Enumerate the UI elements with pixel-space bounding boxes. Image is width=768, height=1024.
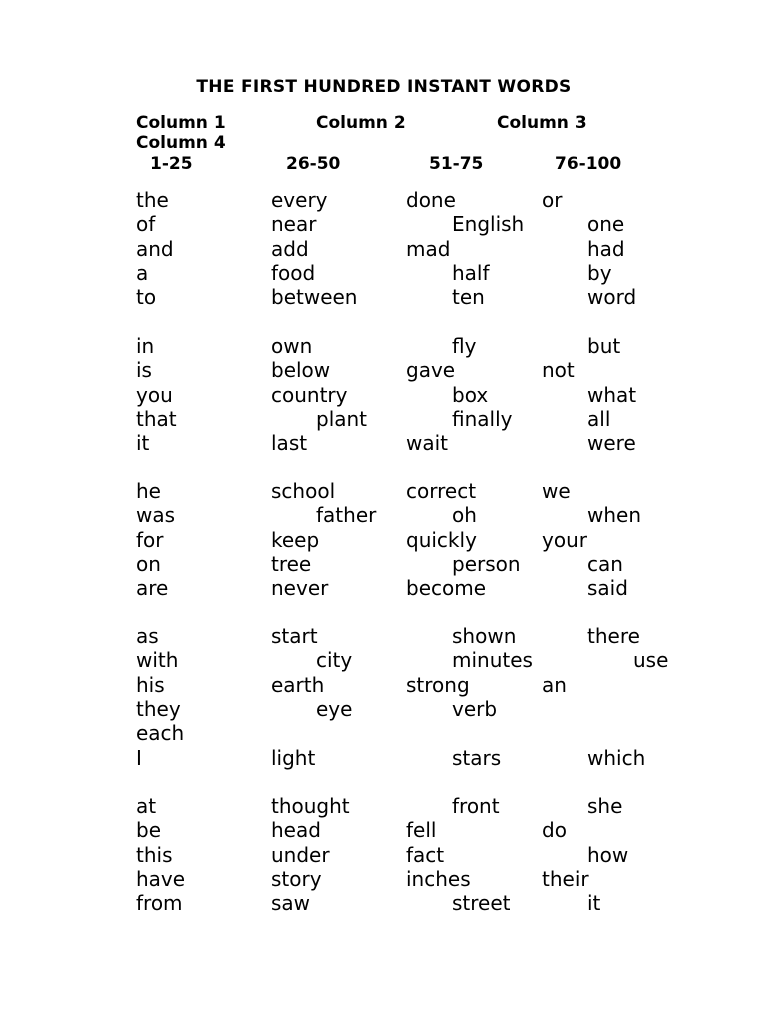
word: there: [587, 624, 640, 648]
word: thought: [271, 794, 350, 818]
word: school: [271, 479, 336, 503]
word: start: [271, 624, 318, 648]
range-4: 76-100: [555, 154, 622, 174]
word: shown: [452, 624, 517, 648]
word: fact: [406, 842, 445, 867]
word: light: [271, 745, 316, 770]
word: ten: [452, 285, 485, 310]
word: saw: [271, 891, 311, 916]
column-header-2: Column 2: [316, 113, 406, 133]
word: but: [587, 334, 621, 358]
range-3: 51-75: [429, 154, 484, 174]
range-2: 26-50: [286, 154, 341, 174]
word: we: [542, 479, 571, 503]
word: this: [136, 842, 173, 867]
word: said: [587, 576, 628, 601]
word: own: [271, 334, 313, 358]
word: half: [452, 260, 490, 285]
word: on: [136, 551, 161, 576]
word: what: [587, 382, 637, 407]
word: and: [136, 236, 174, 261]
word: were: [587, 431, 636, 456]
word: it: [587, 891, 601, 916]
word: have: [136, 866, 186, 891]
word: strong: [406, 672, 470, 697]
word: each: [136, 721, 185, 746]
column-header-1: Column 1: [136, 113, 226, 133]
word: street: [452, 891, 511, 916]
word: minutes: [452, 648, 533, 673]
word: are: [136, 576, 169, 601]
word: the: [136, 188, 169, 212]
word: near: [271, 212, 317, 237]
word: you: [136, 382, 173, 407]
word: be: [136, 818, 161, 843]
word: verb: [452, 696, 498, 721]
word: quickly: [406, 527, 477, 552]
word: he: [136, 479, 161, 503]
word: below: [271, 358, 331, 383]
page-title: THE FIRST HUNDRED INSTANT WORDS: [196, 77, 572, 97]
word: or: [542, 188, 563, 212]
word: for: [136, 527, 164, 552]
word: of: [136, 212, 156, 237]
word: your: [542, 527, 587, 552]
word: gave: [406, 358, 456, 383]
word: English: [452, 212, 525, 237]
word: tree: [271, 551, 312, 576]
word: person: [452, 551, 521, 576]
word: as: [136, 624, 159, 648]
word: every: [271, 188, 328, 212]
word: never: [271, 576, 329, 601]
word: do: [542, 818, 567, 843]
word: head: [271, 818, 321, 843]
word: an: [542, 672, 567, 697]
word: I: [136, 745, 142, 770]
word: they: [136, 696, 181, 721]
word: all: [587, 406, 611, 431]
word: correct: [406, 479, 477, 503]
word: at: [136, 794, 157, 818]
word: between: [271, 285, 358, 310]
word: to: [136, 285, 157, 310]
word: fell: [406, 818, 437, 843]
word: a: [136, 260, 149, 285]
word: she: [587, 794, 623, 818]
word: had: [587, 236, 625, 261]
word: story: [271, 866, 322, 891]
word: box: [452, 382, 489, 407]
word: country: [271, 382, 348, 407]
word: with: [136, 648, 179, 673]
word: plant: [316, 406, 368, 431]
word: fly: [452, 334, 477, 358]
word: oh: [452, 503, 477, 528]
word: finally: [452, 406, 513, 431]
word: his: [136, 672, 165, 697]
word: eye: [316, 696, 353, 721]
word: city: [316, 648, 353, 673]
word: inches: [406, 866, 471, 891]
word: done: [406, 188, 456, 212]
word: that: [136, 406, 177, 431]
word: front: [452, 794, 500, 818]
word: when: [587, 503, 642, 528]
word: keep: [271, 527, 320, 552]
column-header-4: Column 4: [136, 133, 226, 153]
word: which: [587, 745, 646, 770]
word: mad: [406, 236, 451, 261]
word: add: [271, 236, 309, 261]
word: in: [136, 334, 155, 358]
word: how: [587, 842, 629, 867]
word: one: [587, 212, 625, 237]
word: under: [271, 842, 330, 867]
word: stars: [452, 745, 502, 770]
word: from: [136, 891, 183, 916]
word: by: [587, 260, 612, 285]
word: it: [136, 431, 150, 456]
word: can: [587, 551, 623, 576]
word: food: [271, 260, 316, 285]
word: father: [316, 503, 377, 528]
word: last: [271, 431, 308, 456]
range-1: 1-25: [150, 154, 193, 174]
column-header-3: Column 3: [497, 113, 587, 133]
word: not: [542, 358, 575, 383]
word: earth: [271, 672, 325, 697]
word: was: [136, 503, 176, 528]
word: is: [136, 358, 152, 383]
word: word: [587, 285, 637, 310]
word: become: [406, 576, 487, 601]
word: wait: [406, 431, 449, 456]
word: use: [633, 648, 669, 673]
word: their: [542, 866, 589, 891]
